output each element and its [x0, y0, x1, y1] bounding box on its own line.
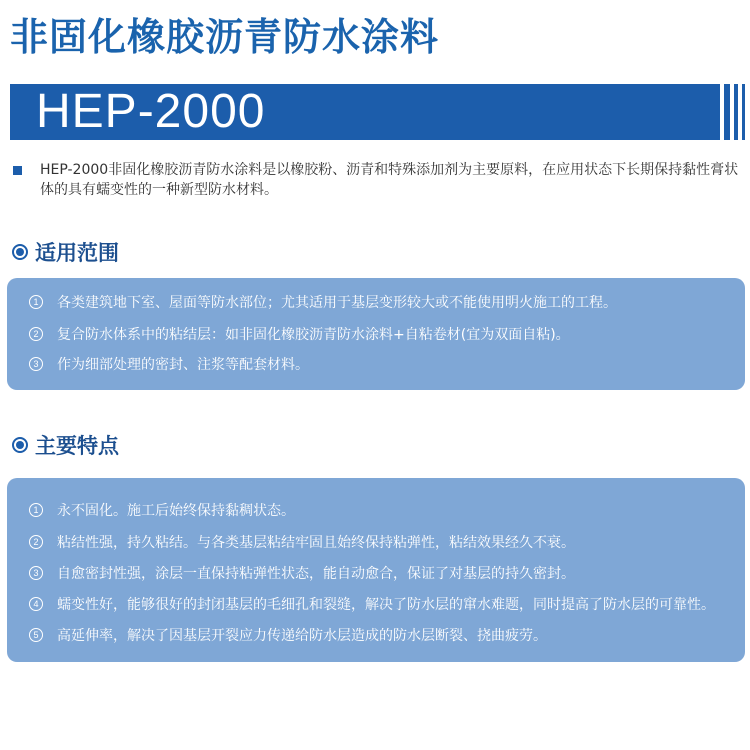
list-item [29, 500, 295, 520]
item-text: 高延伸率，解决了因基层开裂应力传递给防水层造成的防水层断裂、挠曲疲劳。 [57, 628, 547, 644]
list-item [29, 292, 617, 312]
list-item [29, 563, 575, 583]
target-bullet-icon [12, 437, 28, 453]
list-item [29, 354, 309, 374]
square-bullet-icon [13, 166, 22, 175]
number-badge: 2 [29, 535, 43, 549]
item-text: 自愈密封性强，涂层一直保持粘弹性状态，能自动愈合，保证了对基层的持久密封。 [57, 566, 575, 582]
number-badge: 3 [29, 566, 43, 580]
section-title: 主要特点 [35, 434, 119, 458]
page-title: 非固化橡胶沥青防水涂料 [10, 15, 440, 59]
number-badge: 3 [29, 357, 43, 371]
list-item [29, 594, 715, 614]
item-text: 各类建筑地下室、屋面等防水部位；尤其适用于基层变形较大或不能使用明火施工的工程。 [57, 295, 617, 311]
intro-paragraph: HEP-2000非固化橡胶沥青防水涂料是以橡胶粉、沥青和特殊添加剂为主要原料，在应用状态下长期保持黏性膏状体的具有蠕变性的一种新型防水材料。 [40, 162, 739, 198]
number-badge: 5 [29, 628, 43, 642]
section-heading-scope [12, 237, 119, 267]
item-text: 复合防水体系中的粘结层：如非固化橡胶沥青防水涂料+自粘卷材(宜为双面自粘)。 [57, 327, 570, 343]
item-text: 蠕变性好，能够很好的封闭基层的毛细孔和裂缝，解决了防水层的窜水难题，同时提高了防水层的可靠性。 [57, 597, 715, 613]
features-panel [7, 478, 745, 662]
banner-stripe [742, 84, 745, 140]
item-text: 粘结性强，持久粘结。与各类基层粘结牢固且始终保持粘弹性，粘结效果经久不衰。 [57, 535, 575, 551]
list-item [29, 324, 570, 344]
banner-stripe [734, 84, 738, 140]
number-badge: 2 [29, 327, 43, 341]
section-heading-features [12, 430, 119, 460]
number-badge: 1 [29, 295, 43, 309]
target-bullet-icon [12, 244, 28, 260]
scope-panel [7, 278, 745, 390]
number-badge: 4 [29, 597, 43, 611]
item-text: 作为细部处理的密封、注浆等配套材料。 [57, 357, 309, 373]
number-badge: 1 [29, 503, 43, 517]
section-title: 适用范围 [35, 241, 119, 265]
list-item [29, 625, 547, 645]
item-text: 永不固化。施工后始终保持黏稠状态。 [57, 503, 295, 519]
list-item [29, 532, 575, 552]
model-name: HEP-2000 [36, 85, 266, 138]
banner-stripe [724, 84, 730, 140]
